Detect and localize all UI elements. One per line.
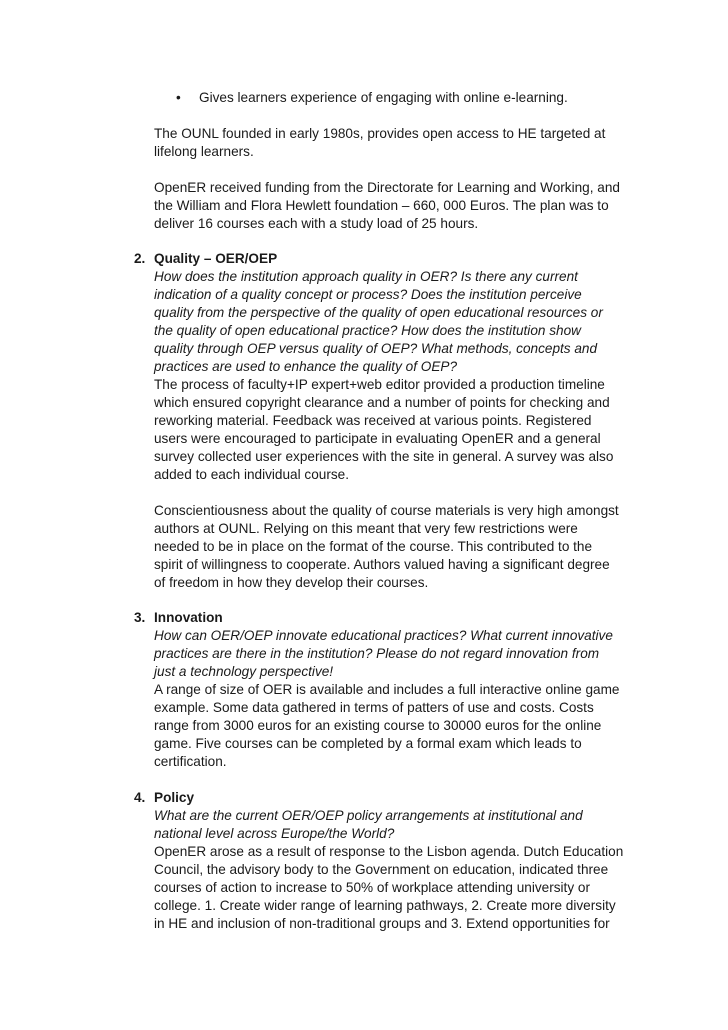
section-question-line: just a technology perspective! [154, 664, 334, 679]
section-body-line: range from 3000 euros for an existing course to 30000 euros for the online [154, 718, 602, 733]
section-question-line: the quality of open educational practice? How does the institution show [154, 323, 581, 338]
section-heading: Quality – OER/OEP [154, 251, 278, 266]
section-body-line: authors at OUNL. Relying on this meant that very few restrictions were [154, 521, 578, 536]
section-body-line: users were encouraged to participate in evaluating OpenER and a general [154, 431, 601, 446]
bullet-item: Gives learners experience of engaging with online e-learning. [199, 90, 568, 105]
section-number: 2. [134, 251, 146, 266]
section-body-line: Conscientiousness about the quality of course materials is very high amongst [154, 503, 619, 518]
section-question-line: quality through OEP versus quality of OEP? What methods, concepts and [154, 341, 598, 356]
section-question-line: national level across Europe/the World? [154, 826, 395, 841]
section-question-line: practices are there in the institution? Please do not regard innovation from [154, 646, 600, 661]
section-body-line: college. 1. Create wider range of learning pathways, 2. Create more diversity [154, 898, 616, 913]
section-body-line: The process of faculty+IP expert+web editor provided a production timeline [154, 377, 605, 392]
section-question-line: quality from the perspective of the quality of open educational resources or [154, 305, 603, 320]
section-number: 3. [134, 610, 146, 625]
section-question-line: How can OER/OEP innovate educational practices? What current innovative [154, 628, 613, 643]
section-question-line: What are the current OER/OEP policy arrangements at institutional and [154, 808, 583, 823]
section-body-line: needed to be in place on the format of the course. This contributed to the [154, 539, 593, 554]
paragraph-line: deliver 16 courses each with a study load of 25 hours. [154, 216, 479, 231]
section-heading: Innovation [154, 610, 223, 625]
section-number: 4. [134, 790, 146, 805]
section-body-line: which ensured copyright clearance and a number of points for checking and [154, 395, 610, 410]
bullet-marker: • [176, 90, 181, 105]
section-body-line: Council, the advisory body to the Government on education, indicated three [154, 862, 609, 877]
section-heading: Policy [154, 790, 195, 805]
paragraph-line: The OUNL founded in early 1980s, provides open access to HE targeted at [154, 126, 606, 141]
section-question-line: indication of a quality concept or process? Does the institution perceive [154, 287, 582, 302]
paragraph-line: OpenER received funding from the Directorate for Learning and Working, and [154, 180, 620, 195]
section-body-line: added to each individual course. [154, 467, 349, 482]
section-body-line: reworking material. Feedback was received at various points. Registered [154, 413, 592, 428]
section-body-line: spirit of willingness to cooperate. Authors valued having a significant degree [154, 557, 610, 572]
section-body-line: game. Five courses can be completed by a formal exam which leads to [154, 736, 582, 751]
section-body-line: certification. [154, 754, 227, 769]
section-body-line: in HE and inclusion of non-traditional groups and 3. Extend opportunities for [154, 916, 610, 931]
paragraph-line: the William and Flora Hewlett foundation – 660, 000 Euros. The plan was to [154, 198, 609, 213]
section-body-line: of freedom in how they develop their courses. [154, 575, 429, 590]
section-body-line: A range of size of OER is available and includes a full interactive online game [154, 682, 620, 697]
section-body-line: courses of action to increase to 50% of workplace attending university or [154, 880, 590, 895]
section-body-line: example. Some data gathered in terms of patters of use and costs. Costs [154, 700, 594, 715]
section-question-line: practices are used to enhance the quality of OEP? [154, 359, 458, 374]
section-body-line: OpenER arose as a result of response to the Lisbon agenda. Dutch Education [154, 844, 624, 859]
section-question-line: How does the institution approach quality in OER? Is there any current [154, 269, 578, 284]
section-body-line: survey collected user experiences with the site in general. A survey was also [154, 449, 614, 464]
paragraph-line: lifelong learners. [154, 144, 254, 159]
